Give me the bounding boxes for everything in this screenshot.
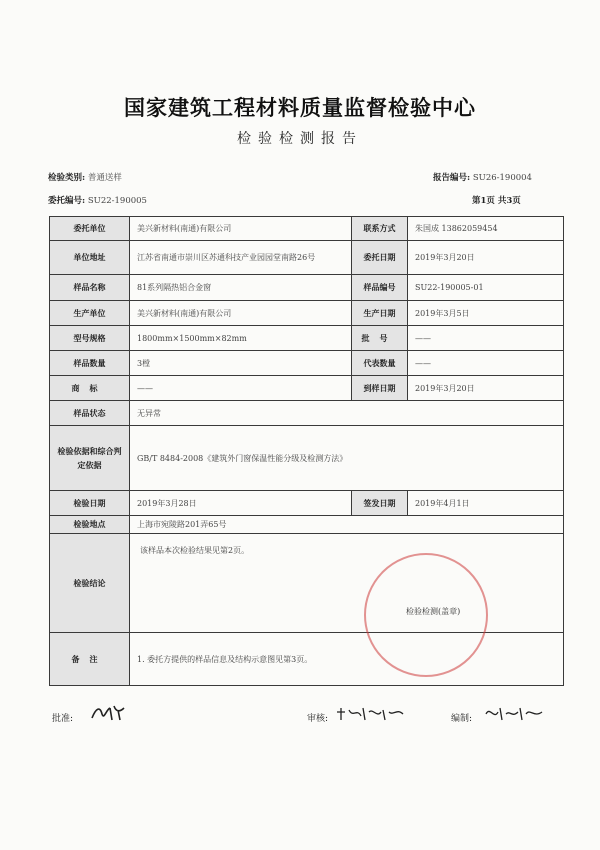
table-row [50, 301, 564, 326]
representative-label: 代表数量 [352, 351, 408, 376]
basis-label: 检验依据和综合判定依据 [50, 426, 130, 491]
page-info: 第1页 共3页 [472, 196, 521, 206]
preparer-signature [484, 704, 546, 724]
report-number: 报告编号: SU26-190004 [433, 173, 532, 183]
table-row [50, 491, 564, 516]
table-row [50, 351, 564, 376]
client-label: 委托单位 [50, 217, 130, 241]
table-row [50, 426, 564, 491]
remarks-text: 1. 委托方提供的样品信息及结构示意图见第3页。 [130, 633, 564, 686]
batch-label: 批号 [352, 326, 408, 351]
table-row [50, 401, 564, 426]
trademark-value: —— [130, 376, 352, 401]
contact-label: 联系方式 [352, 217, 408, 241]
review-label: 审核: [307, 714, 329, 724]
table-row [50, 275, 564, 301]
seal-label: 检验检测(盖章) [406, 607, 461, 616]
test-date-value: 2019年3月28日 [130, 491, 352, 516]
basis-value: GB/T 8484-2008《建筑外门窗保温性能分级及检测方法》 [130, 426, 564, 491]
model-value: 1800mm×1500mm×82mm [130, 326, 352, 351]
conclusion-label: 检验结论 [50, 534, 130, 633]
remarks-label: 备注 [50, 633, 130, 686]
inspection-seal-stamp [364, 553, 488, 677]
issue-date-value: 2019年4月1日 [408, 491, 564, 516]
test-date-label: 检验日期 [50, 491, 130, 516]
conclusion-cell [130, 534, 564, 633]
table-row [50, 633, 564, 686]
table-row [50, 516, 564, 534]
client-value: 美兴新材料(南通)有限公司 [130, 217, 352, 241]
address-value: 江苏省南通市崇川区苏通科技产业园园堂南路26号 [130, 241, 352, 275]
sample-name-value: 81系列隔热铝合金窗 [130, 275, 352, 301]
conclusion-text: 该样品本次检验结果见第2页。 [140, 546, 250, 555]
production-date-value: 2019年3月5日 [408, 301, 564, 326]
model-label: 型号规格 [50, 326, 130, 351]
production-date-label: 生产日期 [352, 301, 408, 326]
commission-date-value: 2019年3月20日 [408, 241, 564, 275]
report-subtitle: 检验检测报告 [237, 131, 363, 147]
sample-no-value: SU22-190005-01 [408, 275, 564, 301]
sample-no-label: 样品编号 [352, 275, 408, 301]
manufacturer-value: 美兴新材料(南通)有限公司 [130, 301, 352, 326]
commission-date-label: 委托日期 [352, 241, 408, 275]
commission-number: 委托编号: SU22-190005 [48, 196, 147, 206]
table-row [50, 217, 564, 241]
approve-label: 批准: [52, 714, 74, 724]
inspection-type: 检验类别: 普通送样 [48, 173, 122, 183]
test-location-value: 上海市宛陵路201弄65号 [130, 516, 564, 534]
reviewer-signature [335, 704, 407, 724]
address-label: 单位地址 [50, 241, 130, 275]
table-row [50, 376, 564, 401]
representative-value: —— [408, 351, 564, 376]
table-row [50, 326, 564, 351]
test-location-label: 检验地点 [50, 516, 130, 534]
manufacturer-label: 生产单位 [50, 301, 130, 326]
sample-name-label: 样品名称 [50, 275, 130, 301]
report-title: 国家建筑工程材料质量监督检验中心 [124, 95, 476, 120]
issue-date-label: 签发日期 [352, 491, 408, 516]
prepare-label: 编制: [451, 714, 473, 724]
table-row [50, 241, 564, 275]
approver-signature [90, 702, 130, 724]
contact-value: 朱国成 13862059454 [408, 217, 564, 241]
sample-status-value: 无异常 [130, 401, 564, 426]
quantity-label: 样品数量 [50, 351, 130, 376]
quantity-value: 3樘 [130, 351, 352, 376]
arrival-date-label: 到样日期 [352, 376, 408, 401]
sample-status-label: 样品状态 [50, 401, 130, 426]
trademark-label: 商标 [50, 376, 130, 401]
arrival-date-value: 2019年3月20日 [408, 376, 564, 401]
batch-value: —— [408, 326, 564, 351]
